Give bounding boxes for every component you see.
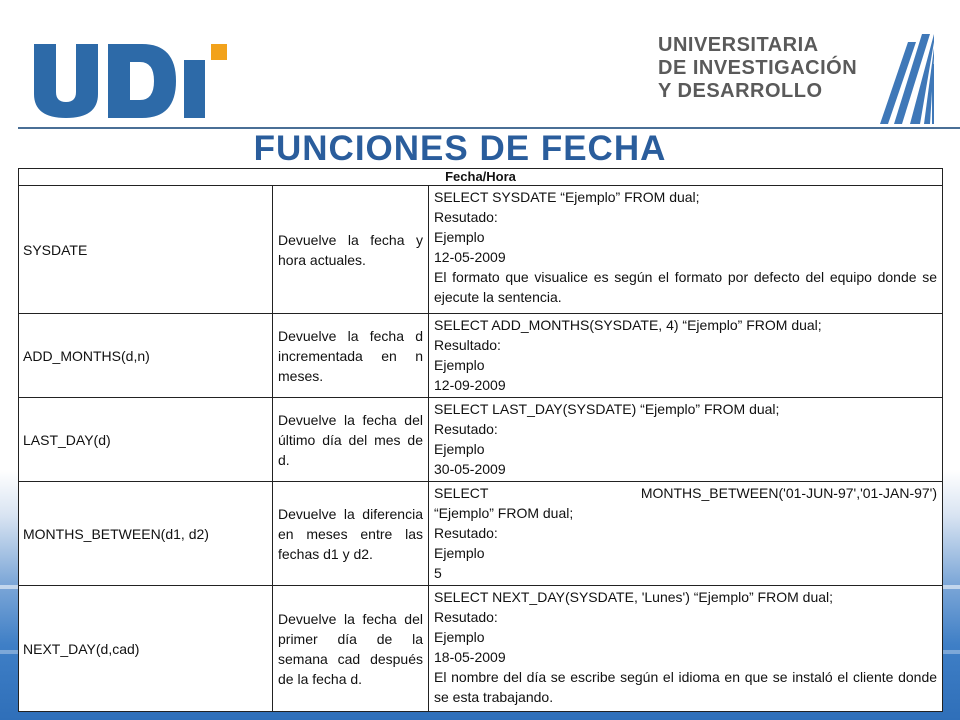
university-logo — [658, 34, 958, 124]
logo-line: Y DESARROLLO — [658, 80, 823, 102]
function-example — [429, 482, 943, 586]
function-name: NEXT_DAY(d,cad) — [19, 586, 273, 712]
table-row — [19, 398, 943, 482]
function-name: LAST_DAY(d) — [19, 398, 273, 482]
function-description: Devuelve la fecha del último día del mes de d. — [273, 398, 429, 482]
function-description: Devuelve la fecha del primer día de la semana cad después de la fecha d. — [273, 586, 429, 712]
top-bar — [0, 0, 960, 18]
example-line: Resutado: — [434, 209, 498, 225]
example-line: 5 — [434, 565, 442, 581]
function-name: ADD_MONTHS(d,n) — [19, 314, 273, 398]
example-line: Ejemplo — [434, 229, 485, 245]
example-line: 12-05-2009 — [434, 249, 506, 265]
function-example — [429, 314, 943, 398]
example-line: 30-05-2009 — [434, 461, 506, 477]
example-line: El formato que visualice es según el formato por defecto del equipo donde se ejecute la sentencia. — [434, 269, 938, 305]
example-line: 18-05-2009 — [434, 649, 506, 665]
example-line: SELECT MONTHS_BETWEEN('01-JUN-97','01-JAN-97') — [434, 485, 938, 501]
table-header: Fecha/Hora — [19, 169, 943, 186]
example-line: SELECT ADD_MONTHS(SYSDATE, 4) “Ejemplo” FROM dual; — [434, 317, 822, 333]
table-row — [19, 314, 943, 398]
example-line: Resutado: — [434, 421, 498, 437]
example-line: Resutado: — [434, 525, 498, 541]
example-line: SELECT LAST_DAY(SYSDATE) “Ejemplo” FROM dual; — [434, 401, 780, 417]
example-line: “Ejemplo” FROM dual; — [434, 505, 574, 521]
logo-stripes-icon — [804, 34, 934, 124]
example-line: SELECT SYSDATE “Ejemplo” FROM dual; — [434, 189, 700, 205]
example-line: Resultado: — [434, 337, 501, 353]
function-description: Devuelve la fecha y hora actuales. — [273, 186, 429, 314]
function-description: Devuelve la diferencia en meses entre las fechas d1 y d2. — [273, 482, 429, 586]
function-example — [429, 586, 943, 712]
table-row — [19, 586, 943, 712]
example-line: Ejemplo — [434, 629, 485, 645]
table-header-row — [19, 169, 943, 186]
function-name: MONTHS_BETWEEN(d1, d2) — [19, 482, 273, 586]
function-example — [429, 398, 943, 482]
example-line: 12-09-2009 — [434, 377, 506, 393]
table-row — [19, 186, 943, 314]
date-functions-table — [18, 168, 943, 712]
example-line: El nombre del día se escribe según el idioma en que se instaló el cliente donde se esta trabajando. — [434, 669, 938, 705]
function-example — [429, 186, 943, 314]
example-line: Resutado: — [434, 609, 498, 625]
example-line: SELECT NEXT_DAY(SYSDATE, 'Lunes') “Ejemplo” FROM dual; — [434, 589, 834, 605]
page-title: FUNCIONES DE FECHA — [253, 129, 667, 168]
function-description: Devuelve la fecha d incrementada en n meses. — [273, 314, 429, 398]
function-name: SYSDATE — [19, 186, 273, 314]
table-row — [19, 482, 943, 586]
example-line: Ejemplo — [434, 545, 485, 561]
example-line: Ejemplo — [434, 357, 485, 373]
logo-line: UNIVERSITARIA — [658, 34, 819, 56]
example-line: Ejemplo — [434, 441, 485, 457]
udi-logo-mark — [30, 38, 230, 120]
udi-logo — [30, 38, 230, 125]
logo-line: DE INVESTIGACIÓN — [658, 57, 858, 79]
